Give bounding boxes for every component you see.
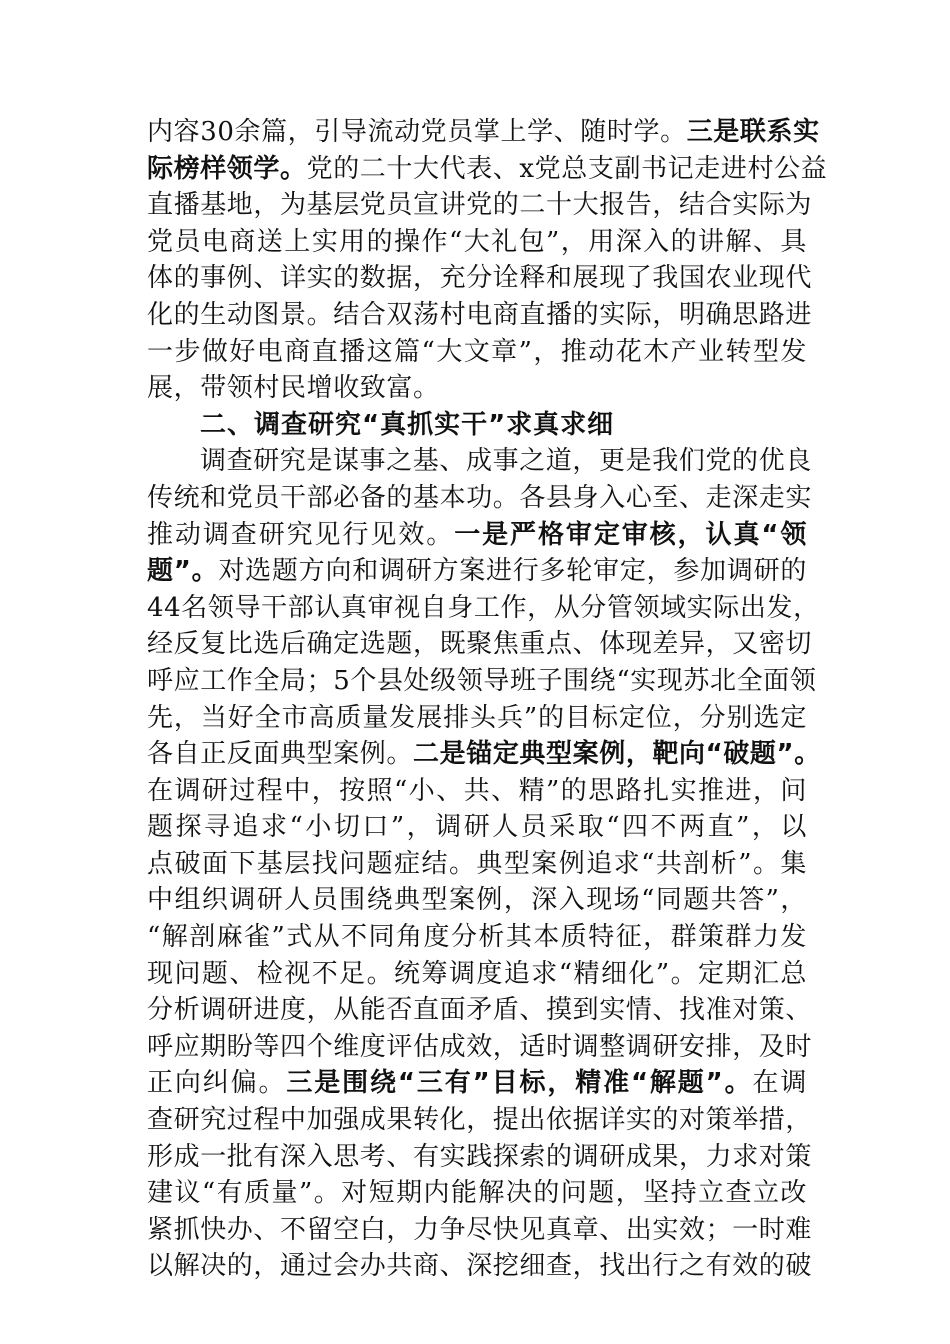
text-line: 形成一批有深入思考、有实践探索的调研成果，力求对策 — [147, 1141, 813, 1172]
bold-run: 题”。 — [147, 556, 219, 587]
text-line: 44名领导干部认真审视自身工作，从分管领域实际出发， — [147, 592, 820, 623]
text-line — [147, 151, 828, 188]
text-line — [147, 517, 807, 554]
text-line: 党员电商送上实用的操作“大礼包”，用深入的讲解、具 — [147, 226, 807, 257]
text-line: 传统和党员干部必备的基本功。各县身入心至、走深走实 — [147, 482, 813, 513]
text-line: “解剖麻雀”式从不同角度分析其本质特征，群策群力发 — [147, 922, 807, 953]
text-line — [147, 553, 807, 590]
text-line: 呼应期盼等四个维度评估成效，适时调整调研安排，及时 — [147, 1031, 813, 1062]
bold-run: 一是严格审定审核，认真“领 — [454, 519, 807, 550]
bold-run: 三是围绕“三有”目标，精准“解题”。 — [286, 1068, 753, 1099]
text-run: 推动调查研究见行见效。 — [147, 519, 455, 550]
text-line: 调查研究是谋事之基、成事之道，更是我们党的优良 — [200, 446, 812, 477]
bold-run: 际榜样领学。 — [147, 153, 307, 184]
bold-run: 三是联系实 — [686, 117, 820, 147]
text-line: 直播基地，为基层党员宣讲党的二十大报告，结合实际为 — [147, 190, 813, 221]
text-run: 党的二十大代表、x党总支副书记走进村公益 — [306, 153, 828, 184]
text-line: 分析调研进度，从能否直面矛盾、摸到实情、找准对策、 — [147, 995, 813, 1026]
text-run: 内容30余篇，引导流动党员掌上学、随时学。 — [147, 117, 687, 147]
text-line — [147, 736, 821, 773]
text-line: 以解决的，通过会办共商、深挖细查，找出行之有效的破 — [147, 1251, 813, 1282]
text-line: 经反复比选后确定选题，既聚焦重点、体现差异，又密切 — [147, 629, 813, 660]
text-run: 在调 — [752, 1068, 807, 1099]
text-line: 先，当好全市高质量发展排头兵”的目标定位，分别选定 — [147, 702, 807, 733]
text-line: 体的事例、详实的数据，充分诠释和展现了我国农业现代 — [147, 263, 813, 294]
text-line: 紧抓快办、不留空白，力争尽快见真章、出实效；一时难 — [147, 1214, 813, 1245]
text-line: 化的生动图景。结合双荡村电商直播的实际，明确思路进 — [147, 299, 813, 330]
text-line: 建议“有质量”。对短期内能解决的问题，坚持立查立改 — [147, 1178, 807, 1209]
document-body — [147, 114, 828, 1285]
text-line — [147, 1065, 807, 1102]
text-run: 各自正反面典型案例。 — [147, 739, 414, 770]
text-line: 呼应工作全局；5个县处级领导班子围绕“实现苏北全面领 — [147, 665, 817, 696]
text-line: 题探寻追求“小切口”，调研人员采取“四不两直”，以 — [147, 812, 807, 843]
text-line — [147, 114, 820, 151]
text-run: 正向纠偏。 — [147, 1068, 287, 1099]
text-line: 一步做好电商直播这篇“大文章”，推动花木产业转型发 — [147, 336, 807, 367]
text-line: 展，带领村民增收致富。 — [147, 373, 440, 404]
bold-run: 二是锚定典型案例，靶向“破题”。 — [413, 739, 821, 770]
text-line: 现问题、检视不足。统筹调度追求“精细化”。定期汇总 — [147, 958, 807, 989]
text-line: 点破面下基层找问题症结。典型案例追求“共剖析”。集 — [147, 848, 807, 879]
text-line: 查研究过程中加强成果转化，提出依据详实的对策举措， — [147, 1105, 813, 1136]
text-line: 在调研过程中，按照“小、共、精”的思路扎实推进，问 — [147, 775, 807, 806]
section-heading: 二、调查研究“真抓实干”求真求细 — [200, 409, 615, 440]
text-line: 中组织调研人员围绕典型案例，深入现场“同题共答”， — [147, 885, 807, 916]
text-run: 对选题方向和调研方案进行多轮审定，参加调研的 — [218, 556, 808, 587]
